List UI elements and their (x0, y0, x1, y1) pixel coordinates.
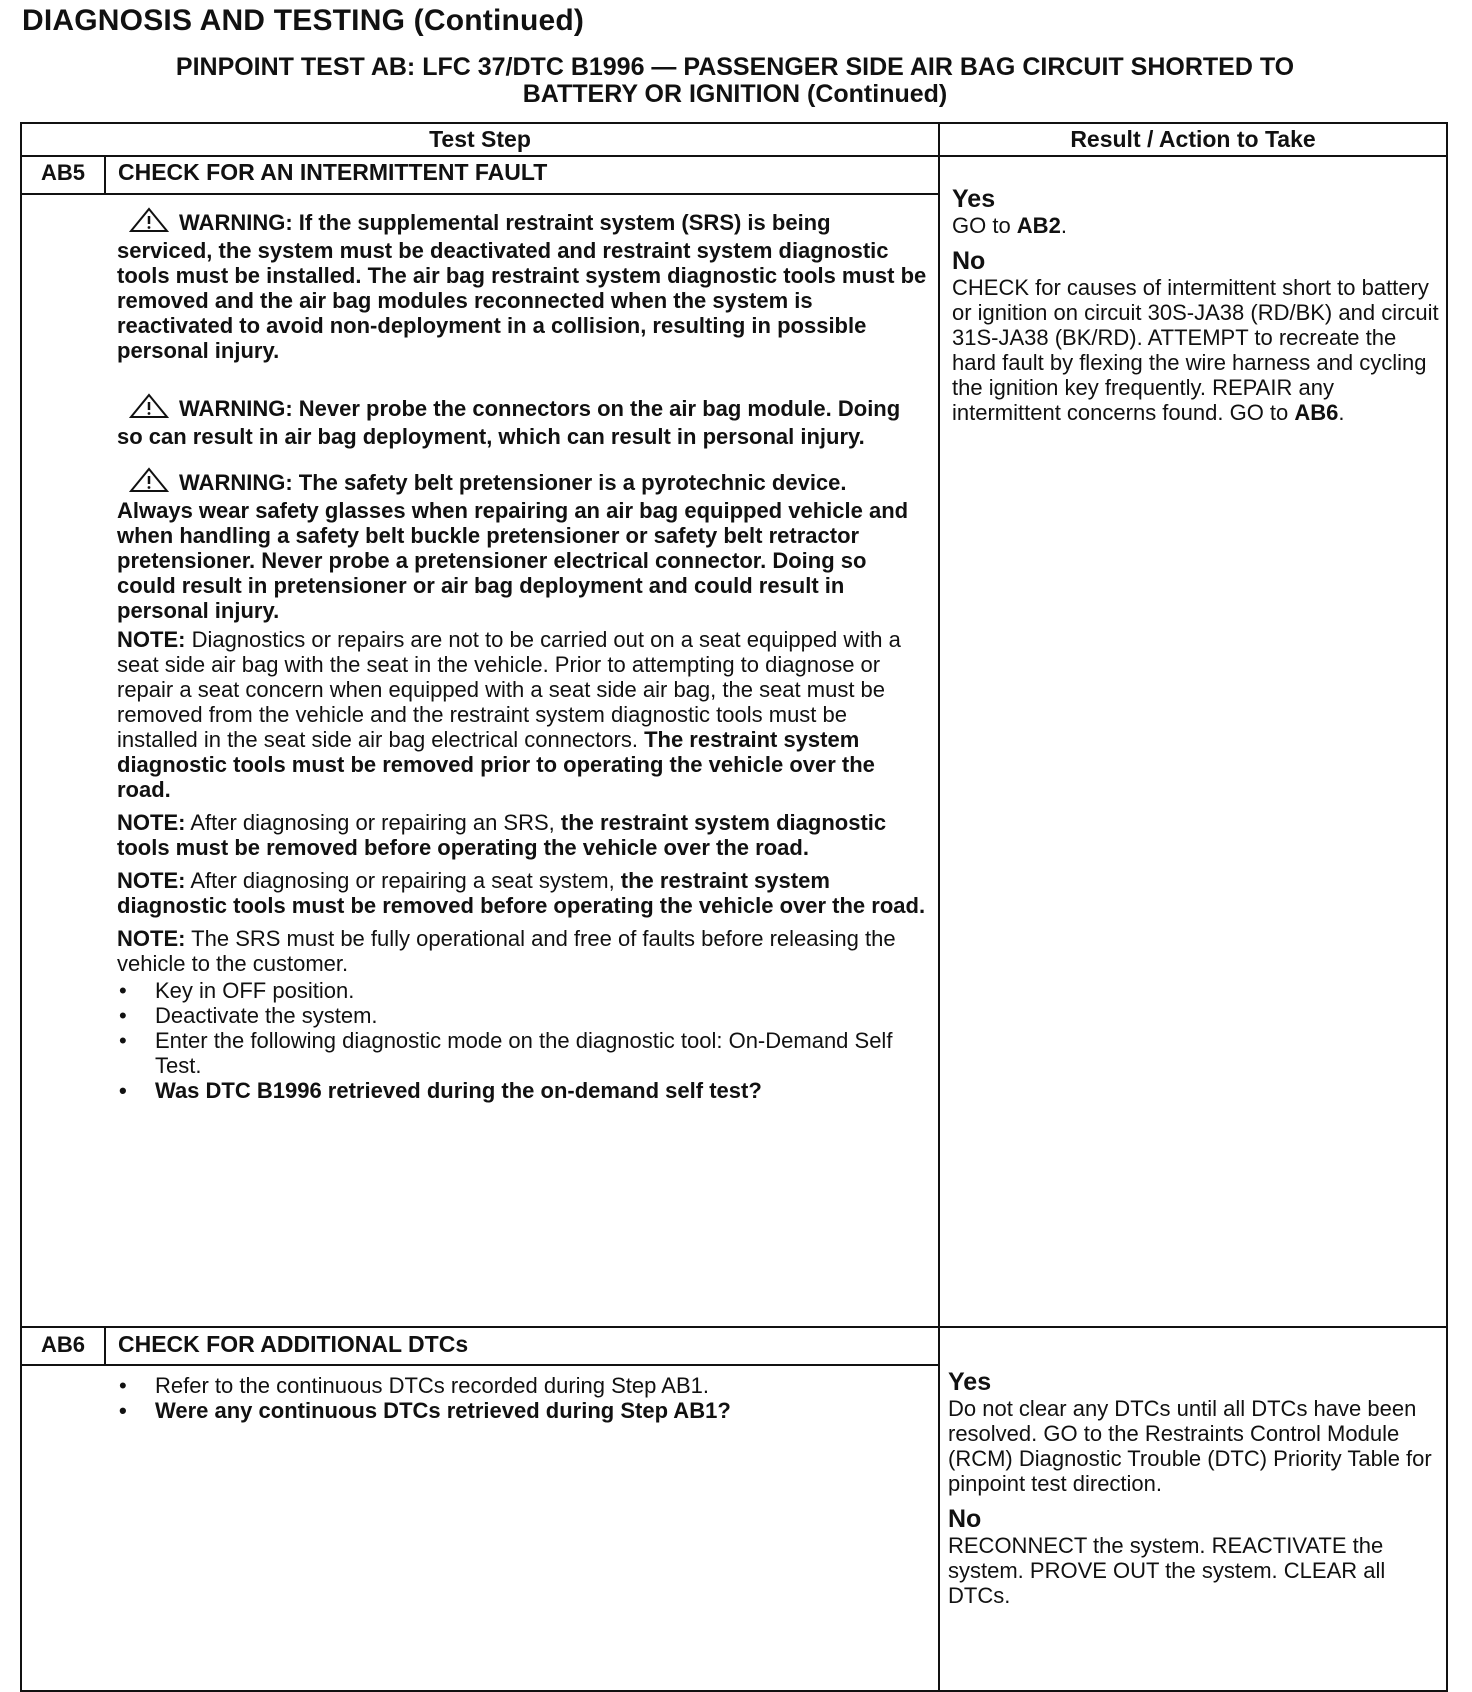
ab5-id-divider (104, 155, 106, 193)
note-text: After diagnosing or repairing a seat system, (185, 868, 621, 893)
pinpoint-test-table (20, 122, 1448, 1692)
step-body (117, 207, 927, 1103)
list-item-text: Refer to the continuous DTCs recorded during Step AB1. (155, 1373, 709, 1398)
note-label: NOTE: (117, 627, 186, 652)
ab6-title-divider (22, 1364, 938, 1366)
list-item-text: Enter the following diagnostic mode on the diagnostic tool: On-Demand Self Test. (155, 1028, 893, 1078)
note-text: The SRS must be fully operational and free of faults before releasing the vehicle to the customer. (117, 926, 896, 976)
list-item-text: Deactivate the system. (155, 1003, 378, 1028)
question-item (117, 1398, 927, 1423)
result-action (948, 1369, 1438, 1618)
bullet-icon: • (119, 1028, 127, 1053)
warning-text: WARNING: The safety belt pretensioner is a pyrotechnic device. Always wear safety glasses when repairing an air bag equipped vehicle and when handling a safety belt buckle pretensioner or safety belt retractor pretensioner. Never probe a pretensioner electrical connector. Doing so could result in pretensioner or air bag deployment and could result in personal injury. (117, 470, 909, 623)
yes-action: Do not clear any DTCs until all DTCs have been resolved. GO to the Restraints Control Module (RCM) Diagnostic Trouble (DTC) Priority Table for pinpoint test direction. (948, 1396, 1432, 1496)
no-label: No (952, 247, 986, 275)
list-item (117, 1028, 927, 1078)
warning-block (117, 467, 927, 623)
bullet-icon: • (119, 1078, 127, 1103)
bullet-icon: • (119, 1373, 127, 1398)
note (117, 627, 927, 802)
note-label: NOTE: (117, 868, 186, 893)
warning-text: WARNING: If the supplemental restraint system (SRS) is being serviced, the system must be deactivated and restraint system diagnostic tools must be installed. The air bag restraint system diagnostic tools must be removed and the air bag modules reconnected when the system is reactivated to avoid non-deployment in a collision, resulting in possible personal injury. (117, 210, 927, 363)
note-text: Diagnostics or repairs are not to be carried out on a seat equipped with a seat side air bag with the seat in the vehicle. Prior to attempting to diagnose or repair a seat concern when equipped with a seat side air bag, the seat must be removed from the vehicle and the restraint system diagnostic tools must be installed in the seat side air bag electrical connectors. (117, 627, 901, 752)
procedure-list (117, 1373, 927, 1423)
list-item-text: Key in OFF position. (155, 978, 355, 1003)
list-item (117, 978, 927, 1003)
list-item (117, 1373, 927, 1398)
no-label: No (948, 1505, 982, 1533)
note-emphasis: the restraint system diagnostic tools must be removed before operating the vehicle over the road. (117, 868, 926, 918)
step-id: AB5 (40, 160, 85, 185)
warning-text: WARNING: Never probe the connectors on the air bag module. Doing so can result in air bag deployment, which can result in personal injury. (117, 396, 901, 449)
note (117, 868, 927, 918)
pinpoint-test-title-line1: PINPOINT TEST AB: LFC 37/DTC B1996 — PASSENGER SIDE AIR BAG CIRCUIT SHORTED TO (175, 53, 1295, 81)
ab5-title-divider (22, 193, 938, 195)
step-title: CHECK FOR AN INTERMITTENT FAULT (118, 159, 548, 185)
no-action: CHECK for causes of intermittent short to battery or ignition on circuit 30S-JA38 (RD/BK) and circuit 31S-JA38 (BK/RD). ATTEMPT to recreate the hard fault by flexing the wire harness and cycling the ignition key frequently. REPAIR any intermittent concerns found. GO to AB6. (952, 275, 1439, 425)
pinpoint-test-title-line2: BATTERY OR IGNITION (Continued) (522, 80, 948, 108)
bullet-icon: • (119, 978, 127, 1003)
step-id: AB6 (40, 1332, 85, 1357)
note-label: NOTE: (117, 926, 186, 951)
note (117, 810, 927, 860)
bullet-icon: • (119, 1003, 127, 1028)
yes-label: Yes (952, 185, 996, 213)
warning-triangle-icon (129, 207, 169, 238)
question-text: Were any continuous DTCs retrieved during Step AB1? (155, 1398, 731, 1423)
question-item (117, 1078, 927, 1103)
note (117, 926, 927, 976)
note-emphasis: the restraint system diagnostic tools must be removed before operating the vehicle over the road. (117, 810, 887, 860)
note-text: After diagnosing or repairing an SRS, (185, 810, 561, 835)
bullet-icon: • (119, 1398, 127, 1423)
procedure-list (117, 978, 927, 1103)
pinpoint-test-title (40, 54, 1430, 108)
warning-triangle-icon (129, 467, 169, 498)
note-label: NOTE: (117, 810, 186, 835)
warning-triangle-icon (129, 393, 169, 424)
warning-block (117, 207, 927, 363)
question-text: Was DTC B1996 retrieved during the on-demand self test? (155, 1078, 762, 1103)
list-item (117, 1003, 927, 1028)
page-heading: DIAGNOSIS AND TESTING (Continued) (22, 4, 585, 37)
column-header-test-step: Test Step (429, 126, 531, 152)
result-action (952, 186, 1442, 435)
no-action: RECONNECT the system. REACTIVATE the system. PROVE OUT the system. CLEAR all DTCs. (948, 1533, 1386, 1608)
goto-step-link: AB6 (1294, 400, 1339, 425)
row-divider (22, 1326, 1446, 1328)
step-title: CHECK FOR ADDITIONAL DTCs (118, 1331, 469, 1357)
column-header-result: Result / Action to Take (1070, 126, 1316, 152)
header-divider (22, 155, 1446, 157)
step-body (117, 1373, 927, 1423)
warning-block (117, 393, 927, 449)
goto-step-link: AB2 (1016, 213, 1061, 238)
note-emphasis: The restraint system diagnostic tools must be removed prior to operating the vehicle over the road. (117, 727, 875, 802)
yes-label: Yes (948, 1368, 992, 1396)
yes-action: GO to AB2. (952, 213, 1067, 238)
column-divider (938, 124, 940, 1692)
ab6-id-divider (104, 1326, 106, 1364)
